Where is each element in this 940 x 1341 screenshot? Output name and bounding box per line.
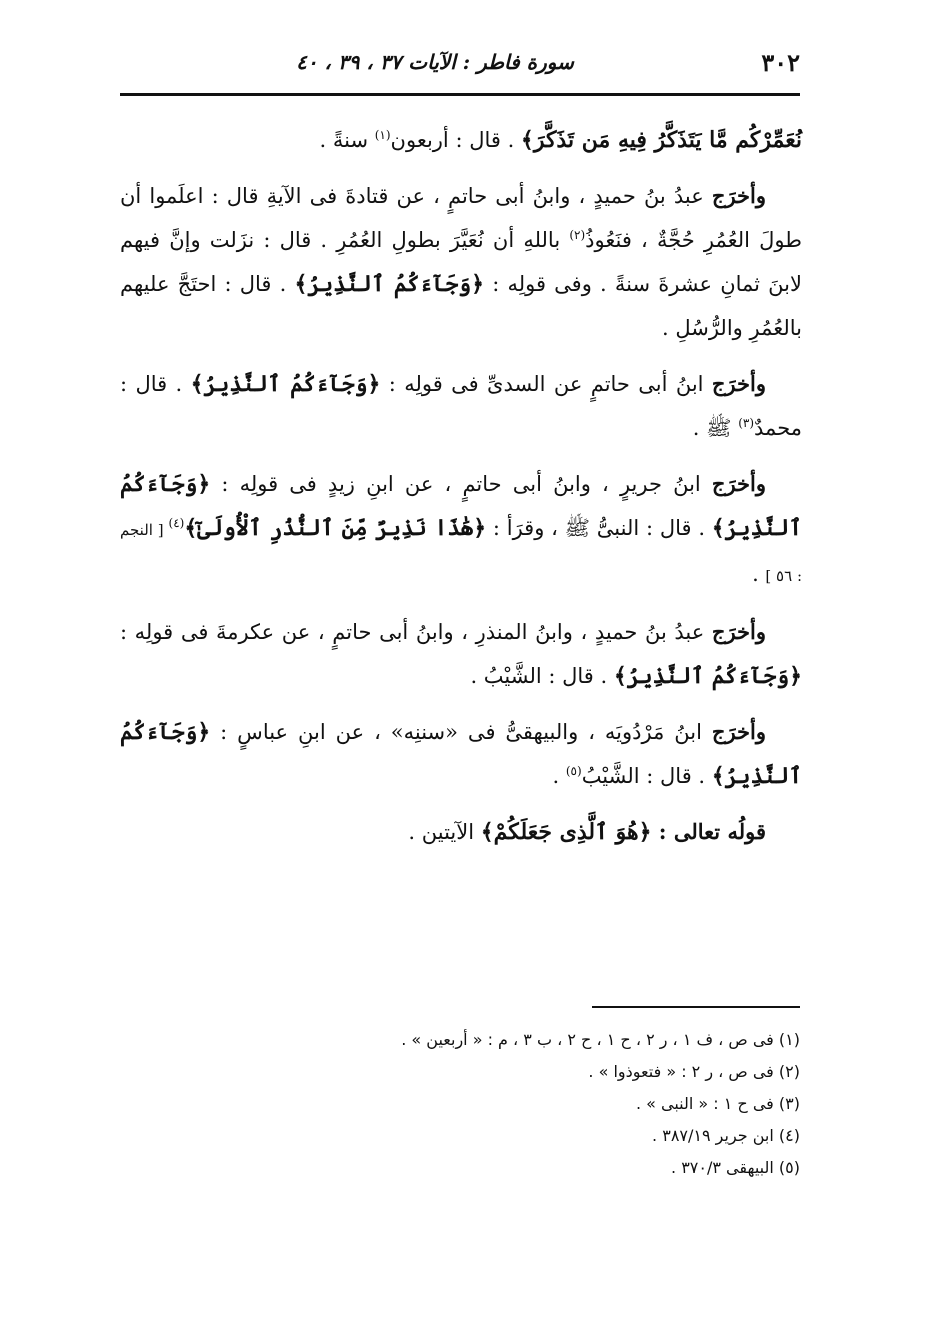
footnote-rule — [592, 1006, 800, 1008]
footnote-2: (٢) فى ص ، ر ٢ : « فتعوذوا » . — [588, 1062, 800, 1081]
footnotes — [300, 1024, 800, 1184]
header-rule — [120, 93, 800, 96]
paragraph-7 — [120, 810, 802, 854]
paragraph-text: ابنُ جريرٍ ، وابنُ أبى حاتمٍ ، عن ابنِ زيدٍ فى قولِه : — [210, 472, 712, 496]
quran-quote: ﴿وَجَآءَكُمُ ٱلنَّذِيرُ﴾ — [190, 371, 381, 397]
paragraph-6 — [120, 710, 802, 798]
paragraph-text: باللهِ أن نُعَيَّرَ بطولِ العُمُرِ . قال : نزَلت وإنَّ فيهم لابنَ ثمانِ عشرةَ سنةً . وفى قولِه : — [120, 228, 802, 296]
paragraph-text: الآيتين . — [408, 820, 481, 844]
paragraph-text: ابنُ أبى حاتمٍ عن السدىِّ فى قولِه : — [380, 372, 712, 396]
body-text — [120, 118, 802, 866]
narration-lead: وأخرَج — [711, 183, 766, 208]
paragraph-text: . قال : الشَّيْبُ — [581, 764, 712, 788]
footnote-ref-5[interactable]: (٥) — [565, 764, 582, 778]
paragraph-3 — [120, 362, 802, 450]
footnote-ref-4[interactable]: (٤) — [168, 516, 185, 530]
paragraph-4 — [120, 462, 802, 598]
footnote-1: (١) فى ص ، ف ١ ، ر ٢ ، ح ١ ، ح ٢ ، ب ٣ ، م : « أربعين » . — [401, 1030, 800, 1049]
quran-quote: نُعَمِّرْكُم مَّا يَتَذَكَّرُ فِيهِ مَن تَذَكَّرَ﴾ — [520, 127, 802, 153]
quran-quote: ﴿هُوَ ٱلَّذِى جَعَلَكُمْ﴾ — [480, 819, 652, 845]
paragraph-5 — [120, 610, 802, 698]
quran-quote: ﴿وَجَآءَكُمُ ٱلنَّذِيرُ﴾ — [120, 471, 802, 541]
running-head — [120, 48, 800, 88]
paragraph-text: عبدُ بنُ حميدٍ ، وابنُ المنذرِ ، وابنُ أبى حاتمٍ ، عن عكرمةَ فى قولِه : — [120, 620, 712, 644]
footnote-ref-1[interactable]: (١) — [374, 128, 391, 142]
quran-quote: ﴿وَجَآءَكُمُ ٱلنَّذِيرُ﴾ — [120, 719, 802, 789]
page-number: ٣٠٢ — [761, 48, 800, 77]
footnote-ref-2[interactable]: (٢) — [569, 228, 586, 242]
paragraph-text: . — [552, 764, 566, 788]
quran-quote: ﴿وَجَآءَكُمُ ٱلنَّذِيرُ﴾ — [294, 271, 485, 297]
quran-quote: ﴿هَٰذَا نَذِيرٌ مِّنَ ٱلنُّذُرِ ٱلْأُولَىٰٓ﴾ — [184, 515, 487, 541]
paragraph-text: سنةً . — [319, 128, 375, 152]
paragraph-2 — [120, 174, 802, 350]
footnote-ref-3[interactable]: (٣) — [738, 416, 755, 430]
quran-quote: ﴿وَجَآءَكُمُ ٱلنَّذِيرُ﴾ — [613, 663, 802, 689]
section-heading: قولُه تعالى : — [651, 819, 766, 844]
paragraph-text: ابنُ مَرْدُويَه ، والبيهقىُّ فى «سننِه» ، عن ابنِ عباسٍ : — [210, 720, 712, 744]
footnote-5: (٥) البيهقى ٣٧٠/٣ . — [671, 1158, 800, 1177]
footnote-4: (٤) ابن جرير ٣٨٧/١٩ . — [652, 1126, 800, 1145]
paragraph-text: . قال : احتَجَّ عليهم بالعُمُرِ والرُّسُلِ . — [120, 272, 802, 340]
paragraph-1 — [120, 118, 802, 162]
paragraph-text: عبدُ بنُ حميدٍ ، وابنُ أبى حاتمٍ ، عن قتادةَ فى الآيةِ قال : اعلَموا أن طولَ العُمُرِ حُجَّةٌ ، فنَعُوذُ — [120, 184, 802, 252]
paragraph-text: ﷺ . — [692, 416, 739, 440]
narration-lead: وأخرَج — [711, 619, 766, 644]
narration-lead: وأخرَج — [711, 719, 766, 744]
paragraph-text: . — [752, 562, 766, 586]
narration-lead: وأخرَج — [711, 471, 766, 496]
footnote-3: (٣) فى ح ١ : « النبى » . — [635, 1094, 800, 1113]
narration-lead: وأخرَج — [711, 371, 766, 396]
surah-header: سورة فاطر : الآيات ٣٧ ، ٣٩ ، ٤٠ — [296, 50, 574, 74]
paragraph-text: . قال : محمدٌ — [120, 372, 802, 440]
paragraph-text: . قال : أربعون — [390, 128, 521, 152]
paragraph-text: . قال : النبىُّ ﷺ ، وقرَأ : — [486, 516, 712, 540]
verse-reference: [ النجم : ٥٦ ] — [120, 521, 802, 585]
paragraph-text: . قال : الشَّيْبُ . — [470, 664, 614, 688]
